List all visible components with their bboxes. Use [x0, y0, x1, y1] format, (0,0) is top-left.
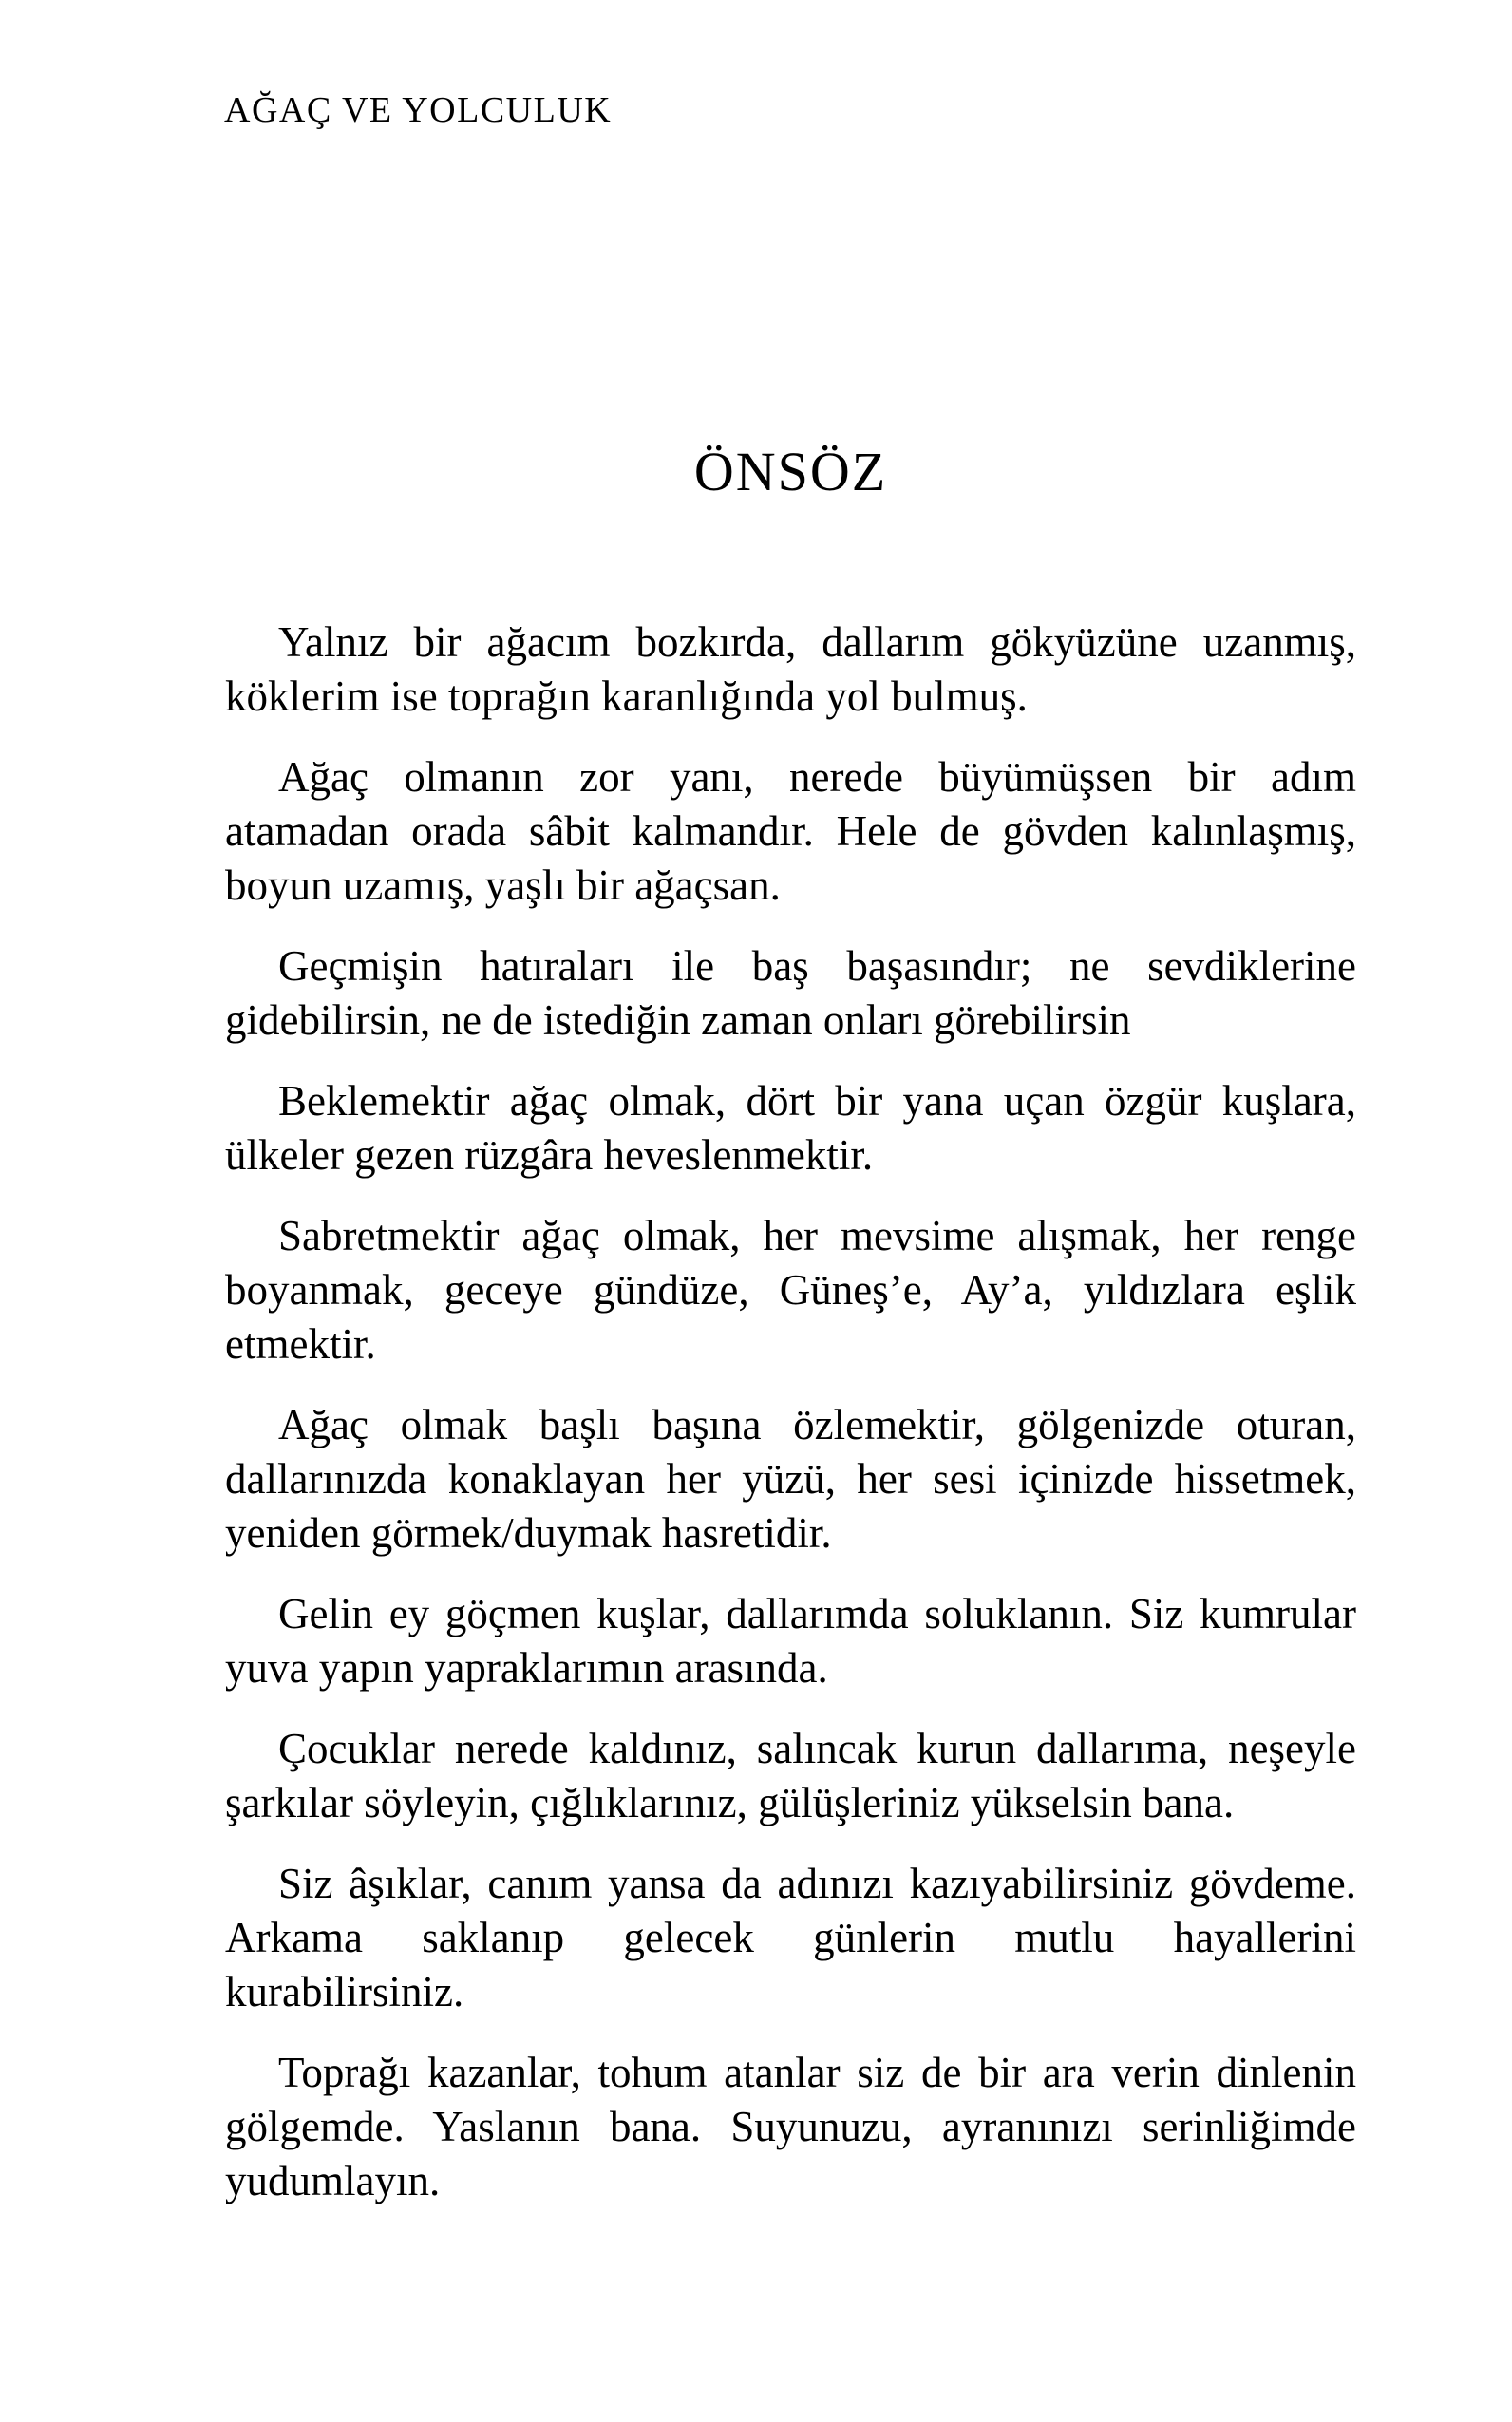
paragraph: Geçmişin hatıraları ile baş başasındır; ne sevdiklerine gidebilirsin, ne de istediğin zaman onları görebilirsin	[225, 942, 1356, 1044]
paragraph: Gelin ey göçmen kuşlar, dallarımda soluklanın. Siz kumrular yuva yapın yapraklarımın arasında.	[225, 1590, 1356, 1692]
paragraph: Yalnız bir ağacım bozkırda, dallarım gökyüzüne uzanmış, köklerim ise toprağın karanlığında yol bulmuş.	[225, 618, 1356, 720]
paragraph: Toprağı kazanlar, tohum atanlar siz de bir ara verin dinlenin gölgemde. Yaslanın bana. Suyunuzu, ayranınızı serinliğimde yudumlayın.	[225, 2049, 1356, 2204]
paragraph: Ağaç olmak başlı başına özlemektir, gölgenizde oturan, dallarınızda konaklayan her yüzü, her sesi içinizde hissetmek, yeniden görmek/duymak hasretidir.	[225, 1401, 1356, 1557]
body-text	[225, 615, 1356, 2235]
paragraph: Çocuklar nerede kaldınız, salıncak kurun dallarıma, neşeyle şarkılar söyleyin, çığlıklarınız, gülüşleriniz yükselsin bana.	[225, 1725, 1356, 1826]
paragraph: Ağaç olmanın zor yanı, nerede büyümüşsen bir adım atamadan orada sâbit kalmandır. Hele de gövden kalınlaşmış, boyun uzamış, yaşlı bir ağaçsan.	[225, 753, 1356, 909]
chapter-title: ÖNSÖZ	[693, 441, 888, 502]
paragraph: Beklemektir ağaç olmak, dört bir yana uçan özgür kuşlara, ülkeler gezen rüzgâra heveslenmektir.	[225, 1077, 1356, 1179]
paragraph: Sabretmektir ağaç olmak, her mevsime alışmak, her renge boyanmak, geceye gündüze, Güneş’e, Ay’a, yıldızlara eşlik etmektir.	[225, 1212, 1356, 1368]
running-header: AĞAÇ VE YOLCULUK	[224, 90, 613, 130]
paragraph: Siz âşıklar, canım yansa da adınızı kazıyabilirsiniz gövdeme. Arkama saklanıp gelecek günlerin mutlu hayallerini kurabilirsiniz.	[225, 1860, 1356, 2015]
